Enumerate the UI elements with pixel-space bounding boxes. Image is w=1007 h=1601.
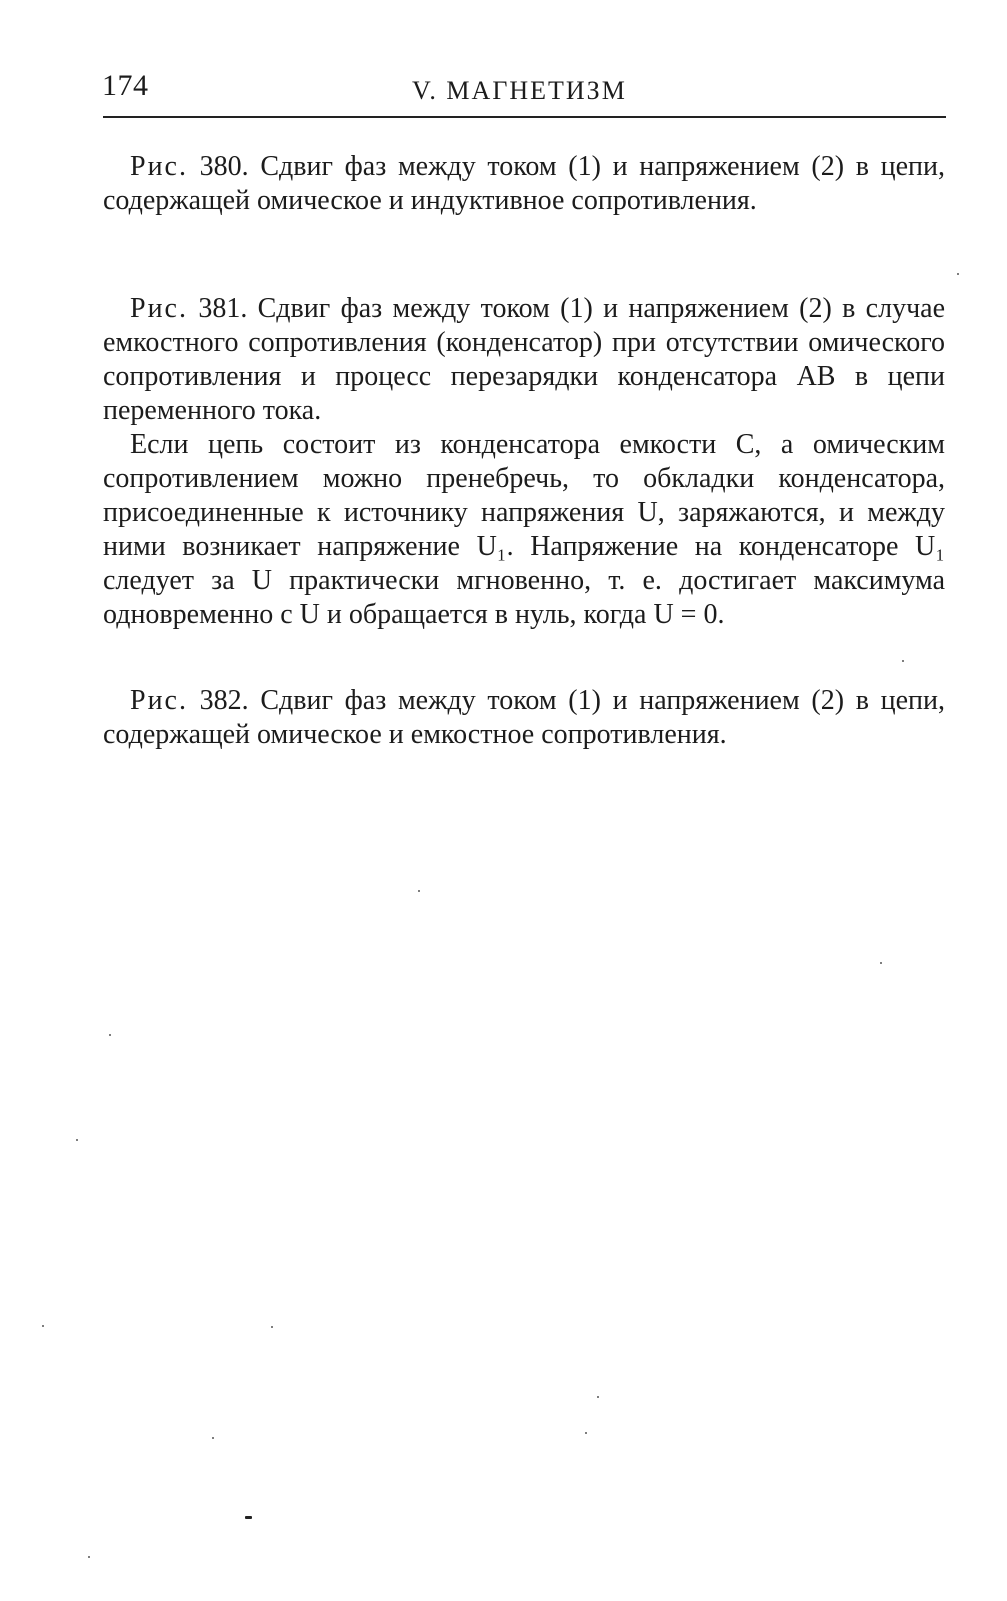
scan-speck bbox=[88, 1556, 90, 1558]
caption-label: Рис. bbox=[130, 151, 188, 182]
scan-speck bbox=[245, 1516, 252, 1519]
scan-speck bbox=[597, 1396, 599, 1398]
scan-speck bbox=[109, 1034, 111, 1036]
caption-text: 380. Сдвиг фаз между током (1) и напряжением (2) в цепи, содержащей омическое и индуктивное сопротивления. bbox=[103, 151, 945, 216]
scan-speck bbox=[585, 1432, 587, 1434]
body-paragraph: Если цепь состоит из конденсатора емкости C, а омическим сопротивлением можно пренебречь, то обкладки конденсатора, присоединенные к источнику напряжения U, заряжаются, и между ними возникает напряжение U₁. Напряжение на конденсаторе U₁ следует за U практически мгновенно, т. е. достигает максимума одновременно с U и обращается в нуль, когда U = 0. bbox=[103, 429, 945, 630]
page-number: 174 bbox=[102, 69, 149, 102]
scan-speck bbox=[271, 1326, 273, 1328]
scan-speck bbox=[957, 273, 959, 275]
running-title: V. МАГНЕТИЗМ bbox=[412, 76, 627, 105]
caption-text: 381. Сдвиг фаз между током (1) и напряжением (2) в случае емкостного сопротивления (конденсатор) при отсутствии омического сопротивления и процесс перезарядки конденсатора AB в цепи переменного тока. bbox=[103, 293, 946, 426]
header-rule bbox=[103, 116, 946, 118]
scan-speck bbox=[902, 660, 904, 662]
caption-text: 382. Сдвиг фаз между током (1) и напряжением (2) в цепи, содержащей омическое и емкостное сопротивления. bbox=[103, 685, 945, 750]
scan-speck bbox=[42, 1325, 44, 1327]
scan-speck bbox=[76, 1139, 78, 1141]
scan-speck bbox=[880, 962, 882, 964]
figure-caption-380 bbox=[103, 150, 945, 218]
figure-caption-382 bbox=[103, 684, 945, 752]
figure-caption-381 bbox=[103, 292, 945, 428]
caption-label: Рис. bbox=[130, 293, 188, 324]
scan-speck bbox=[418, 890, 420, 892]
caption-label: Рис. bbox=[130, 685, 188, 716]
scan-speck bbox=[212, 1437, 214, 1439]
